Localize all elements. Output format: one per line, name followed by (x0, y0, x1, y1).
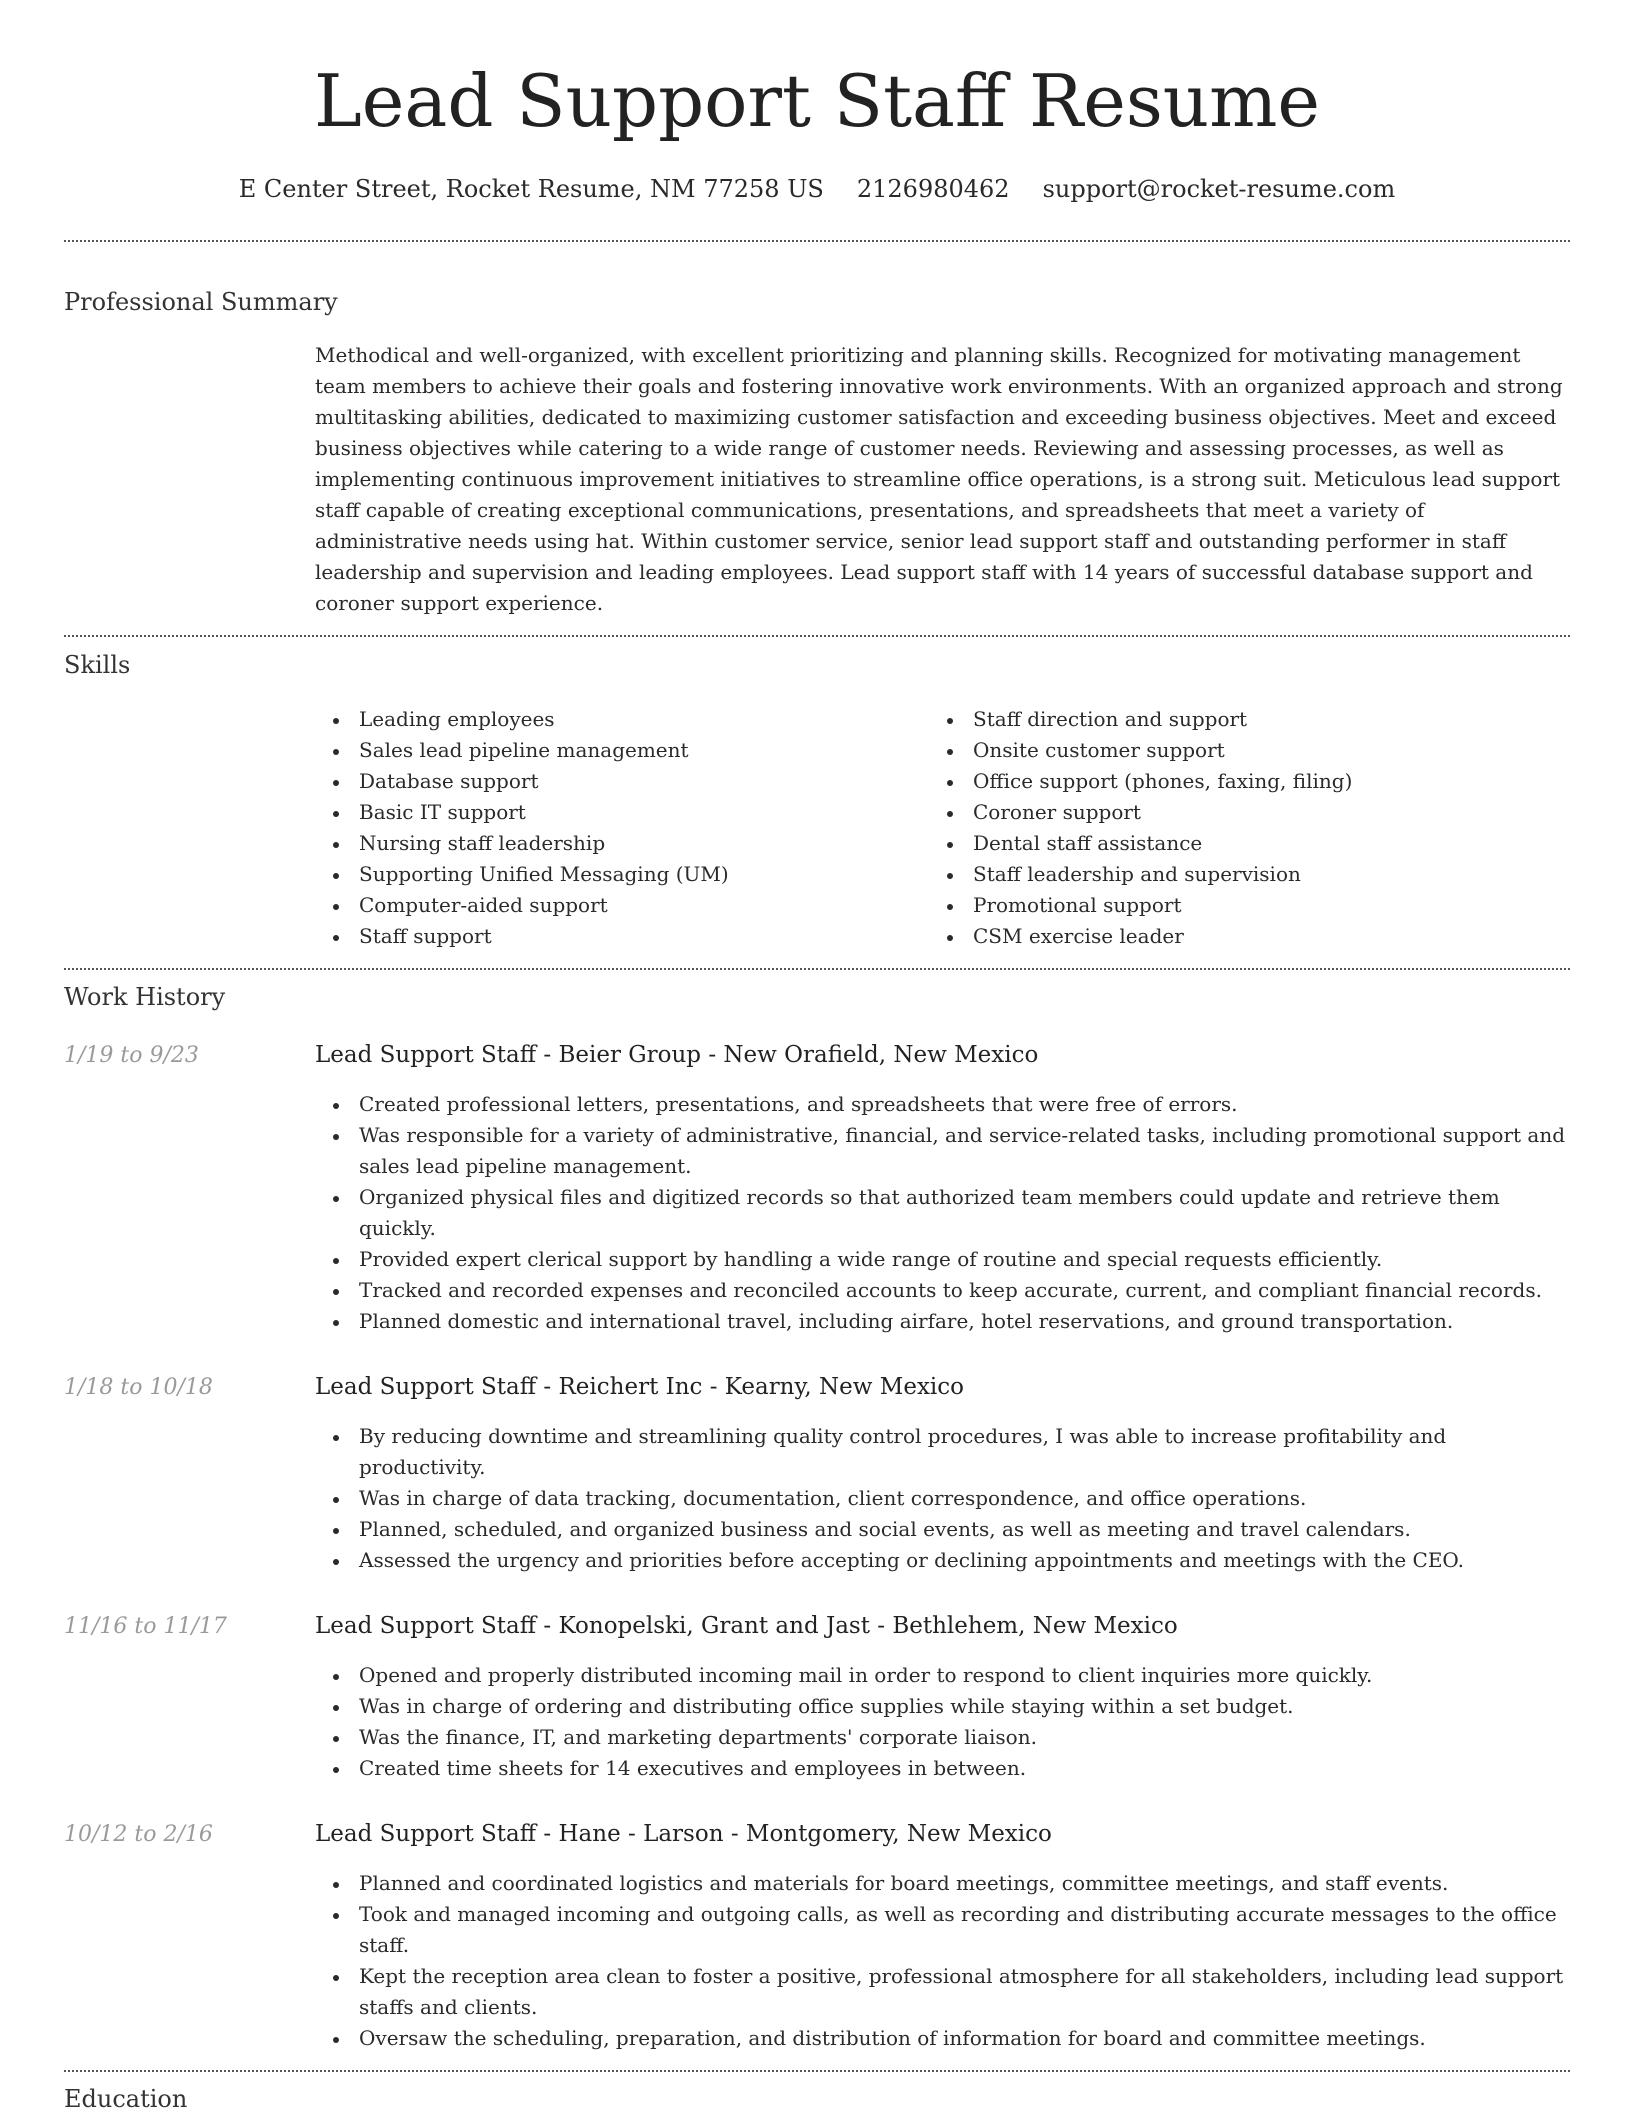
job-header (64, 1039, 1570, 1072)
job-bullet: Planned domestic and international travel, including airfare, hotel reservations, and ground transportation. (359, 1306, 1570, 1337)
job-bullet: Created professional letters, presentations, and spreadsheets that were free of errors. (359, 1089, 1570, 1120)
job-entry (64, 1039, 1570, 1337)
job-bullet: Oversaw the scheduling, preparation, and distribution of information for board and committee meetings. (359, 2023, 1570, 2054)
skill-item: Promotional support (973, 890, 1570, 921)
skill-item: Onsite customer support (973, 735, 1570, 766)
job-dates: 1/18 to 10/18 (64, 1375, 213, 1400)
skills-heading: Skills (64, 651, 131, 679)
skill-item: Office support (phones, faxing, filing) (973, 766, 1570, 797)
job-title: Lead Support Staff - Konopelski, Grant and Jast - Bethlehem, New Mexico (315, 1613, 1178, 1639)
skill-item: Staff support (359, 921, 929, 952)
skill-item: Computer-aided support (359, 890, 929, 921)
job-entry (64, 1371, 1570, 1576)
job-dates: 1/19 to 9/23 (64, 1043, 199, 1068)
job-bullet: Provided expert clerical support by handling a wide range of routine and special requests efficiently. (359, 1244, 1570, 1275)
resume-title: Lead Support Staff Resume (313, 59, 1321, 143)
job-entry (64, 1610, 1570, 1784)
job-bullet: Planned, scheduled, and organized business and social events, as well as meeting and travel calendars. (359, 1514, 1570, 1545)
job-header (64, 1371, 1570, 1404)
skill-item: Sales lead pipeline management (359, 735, 929, 766)
job-bullet: Opened and properly distributed incoming mail in order to respond to client inquiries more quickly. (359, 1660, 1570, 1691)
contact-line (64, 173, 1570, 205)
job-bullet: By reducing downtime and streamlining quality control procedures, I was able to increase profitability and productivity. (359, 1421, 1570, 1483)
job-header (64, 1610, 1570, 1643)
skill-item: Database support (359, 766, 929, 797)
job-bullet: Organized physical files and digitized records so that authorized team members could update and retrieve them quickly. (359, 1182, 1570, 1244)
skill-item: Staff direction and support (973, 704, 1570, 735)
education-section (64, 2085, 1570, 2112)
section-divider (64, 240, 1570, 242)
job-bullet: Tracked and recorded expenses and reconciled accounts to keep accurate, current, and compliant financial records. (359, 1275, 1570, 1306)
skill-item: Supporting Unified Messaging (UM) (359, 859, 929, 890)
skill-item: Dental staff assistance (973, 828, 1570, 859)
job-bullet: Kept the reception area clean to foster a positive, professional atmosphere for all stakeholders, including lead support staffs and clients. (359, 1961, 1570, 2023)
contact-address: E Center Street, Rocket Resume, NM 77258 US (238, 175, 824, 203)
job-bullet: Was in charge of ordering and distributing office supplies while staying within a set budget. (359, 1691, 1570, 1722)
contact-phone: 2126980462 (856, 175, 1010, 203)
job-title: Lead Support Staff - Hane - Larson - Montgomery, New Mexico (315, 1821, 1052, 1847)
job-bullet: Planned and coordinated logistics and materials for board meetings, committee meetings, and staff events. (359, 1868, 1570, 1899)
job-bullet: Was in charge of data tracking, documentation, client correspondence, and office operations. (359, 1483, 1570, 1514)
job-title: Lead Support Staff - Reichert Inc - Kearny, New Mexico (315, 1374, 965, 1400)
job-bullet: Assessed the urgency and priorities before accepting or declining appointments and meetings with the CEO. (359, 1545, 1570, 1576)
section-divider (64, 635, 1570, 637)
skill-item: Staff leadership and supervision (973, 859, 1570, 890)
skills-section (64, 649, 1570, 952)
skill-item: Basic IT support (359, 797, 929, 828)
work-history-section (64, 981, 1570, 2054)
job-bullet-list (315, 1421, 1570, 1576)
contact-email: support@rocket-resume.com (1042, 175, 1396, 203)
section-divider (64, 2070, 1570, 2072)
job-dates: 11/16 to 11/17 (64, 1614, 227, 1639)
section-divider (64, 968, 1570, 970)
skill-item: Leading employees (359, 704, 929, 735)
summary-heading: Professional Summary (64, 288, 338, 316)
summary-section (64, 286, 1570, 619)
job-bullet: Was responsible for a variety of administrative, financial, and service-related tasks, including promotional support and sales lead pipeline management. (359, 1120, 1570, 1182)
skill-item: CSM exercise leader (973, 921, 1570, 952)
job-header (64, 1818, 1570, 1851)
summary-text: Methodical and well-organized, with excellent prioritizing and planning skills. Recognized for motivating management team members to achieve their goals and fostering innovative work environments. With an organized approach and strong multitasking abilities, dedicated to maximizing customer satisfaction and exceeding business objectives. Meet and exceed business objectives while catering to a wide range of customer needs. Reviewing and assessing processes, as well as implementing continuous improvement initiatives to streamline office operations, is a strong suit. Meticulous lead support staff capable of creating exceptional communications, presentations, and spreadsheets that meet a variety of administrative needs using hat. Within customer service, senior lead support staff and outstanding performer in staff leadership and supervision and leading employees. Lead support staff with 14 years of successful database support and coroner support experience. (315, 343, 1563, 615)
job-bullet-list (315, 1089, 1570, 1337)
skills-list-right (929, 704, 1570, 952)
job-dates: 10/12 to 2/16 (64, 1822, 213, 1847)
skills-grid (64, 704, 1570, 952)
job-bullet: Was the finance, IT, and marketing departments' corporate liaison. (359, 1722, 1570, 1753)
job-bullet-list (315, 1868, 1570, 2054)
work-history-heading: Work History (64, 983, 226, 1011)
job-bullet-list (315, 1660, 1570, 1784)
education-heading: Education (64, 2085, 188, 2112)
job-title: Lead Support Staff - Beier Group - New Orafield, New Mexico (315, 1042, 1039, 1068)
skill-item: Nursing staff leadership (359, 828, 929, 859)
job-entry (64, 1818, 1570, 2054)
job-bullet: Created time sheets for 14 executives and employees in between. (359, 1753, 1570, 1784)
skill-item: Coroner support (973, 797, 1570, 828)
skills-list-left (315, 704, 929, 952)
job-bullet: Took and managed incoming and outgoing calls, as well as recording and distributing accurate messages to the office staff. (359, 1899, 1570, 1961)
